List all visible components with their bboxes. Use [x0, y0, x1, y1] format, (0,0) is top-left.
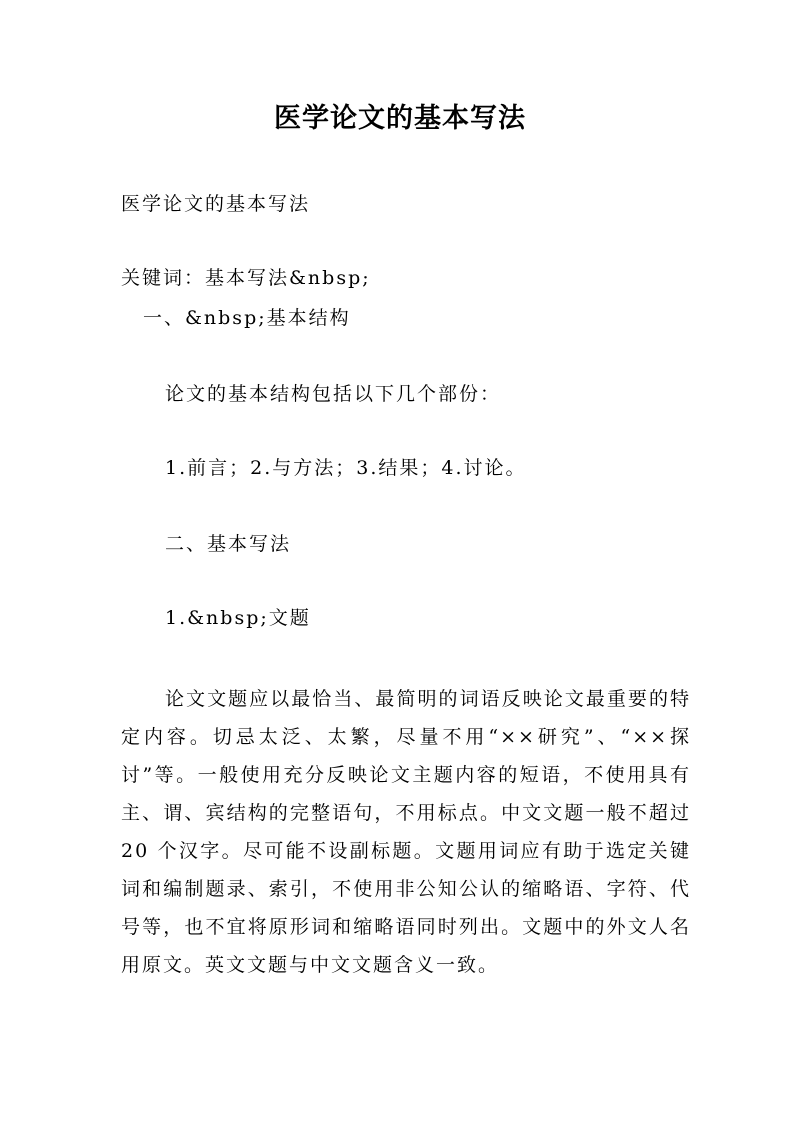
structure-intro: 论文的基本结构包括以下几个部份： [165, 383, 502, 405]
section-heading-writing: 二、基本写法 [165, 533, 292, 555]
structure-list: 1.前言；2.与方法；3.结果；4.讨论。 [165, 457, 527, 479]
section-heading-structure: 一、&nbsp;基本结构 [143, 307, 351, 329]
keywords-line: 关键词：基本写法&nbsp; [121, 267, 371, 289]
document-title: 医学论文的基本写法 [274, 103, 526, 134]
body-paragraph: 论文文题应以最恰当、最简明的词语反映论文最重要的特定内容。切忌太泛、太繁，尽量不用“××研究”、“××探讨”等。一般使用充分反映论文主题内容的短语，不使用具有主、谓、宾结构的完整语句，不用标点。中文文题一般不超过 20 个汉字。尽可能不设副标题。文题用词应有助于选定关键词和编制题录、索引，不使用非公知公认的缩略语、字符、代号等，也不宜将原形词和缩略语同时列出。文题中的外文人名用原文。英文文题与中文文题含义一致。 [121, 688, 691, 976]
document-subtitle: 医学论文的基本写法 [121, 193, 311, 215]
subsection-heading-title: 1.&nbsp;文题 [165, 607, 311, 629]
